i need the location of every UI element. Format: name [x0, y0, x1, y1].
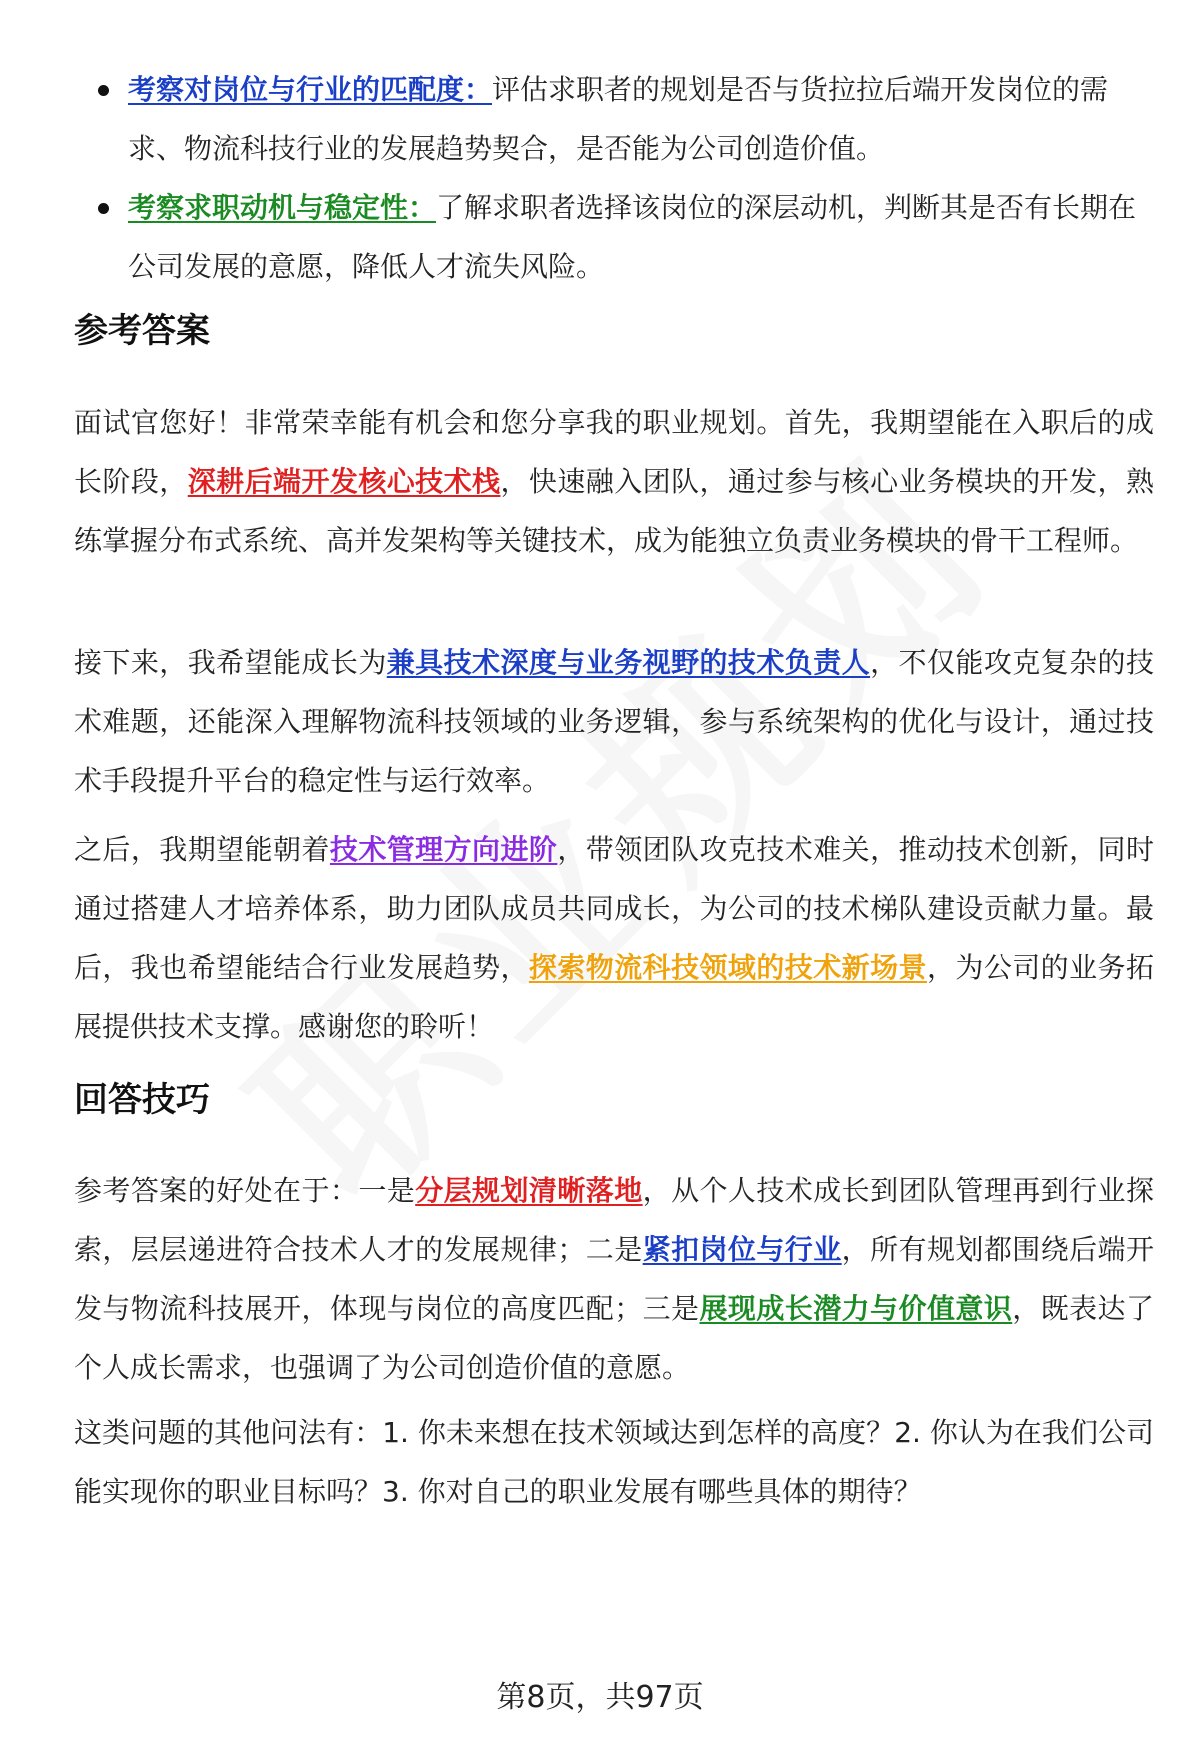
key-phrase: 展现成长潜力与价值意识 [699, 1292, 1013, 1325]
paragraph-text: 面试官您好！非常荣幸能有机会和您分享我的职业规划。首先，我期望能在入职后的成长阶段， [74, 406, 1154, 498]
tips-paragraph-1 [74, 1161, 1154, 1397]
paragraph-text: 接下来，我希望能成长为 [74, 646, 387, 679]
criteria-text: 评估求职者的规划是否与货拉拉后端开发岗位的需求、物流科技行业的发展趋势契合，是否能为公司创造价值。 [128, 73, 1109, 165]
answer-paragraph-3 [74, 820, 1154, 1056]
key-phrase: 探索物流科技领域的技术新场景 [528, 951, 927, 984]
key-phrase: 紧扣岗位与行业 [642, 1233, 842, 1266]
criteria-text: 了解求职者选择该岗位的深层动机，判断其是否有长期在公司发展的意愿，降低人才流失风险。 [128, 191, 1137, 283]
bullet-dot-icon [98, 203, 109, 214]
section-title-answer: 参考答案 [74, 311, 210, 351]
page-number: 第8页，共97页 [496, 1680, 704, 1715]
paragraph-text: ，从个人技术成长到团队管理再到行业探索，层层递进符合技术人才的发展规律；二是 [74, 1174, 1154, 1266]
criteria-highlight: 考察求职动机与稳定性： [128, 191, 437, 224]
key-phrase: 分层规划清晰落地 [415, 1174, 643, 1207]
paragraph-text: 参考答案的好处在于：一是 [74, 1174, 416, 1207]
key-phrase: 深耕后端开发核心技术栈 [187, 465, 501, 498]
tips-paragraph-2: 这类问题的其他问法有：1. 你未来想在技术领域达到怎样的高度？2. 你认为在我们公司能实现你的职业目标吗？3. 你对自己的职业发展有哪些具体的期待？ [74, 1416, 1154, 1508]
list-item [74, 60, 1154, 178]
section-title-tips: 回答技巧 [74, 1080, 210, 1120]
answer-paragraph-1 [74, 393, 1154, 570]
paragraph-text: ，所有规划都围绕后端开发与物流科技展开，体现与岗位的高度匹配；三是 [74, 1233, 1154, 1325]
paragraph-text: ，为公司的业务拓展提供技术支撑。感谢您的聆听！ [74, 951, 1154, 1043]
paragraph-text: ，快速融入团队，通过参与核心业务模块的开发，熟练掌握分布式系统、高并发架构等关键技术，成为能独立负责业务模块的骨干工程师。 [74, 465, 1154, 557]
bullet-dot-icon [98, 85, 109, 96]
key-phrase: 技术管理方向进阶 [329, 833, 558, 866]
paragraph-text: ，既表达了个人成长需求，也强调了为公司创造价值的意愿。 [74, 1292, 1154, 1384]
answer-paragraph-2 [74, 633, 1154, 810]
paragraph-text: ，不仅能攻克复杂的技术难题，还能深入理解物流科技领域的业务逻辑，参与系统架构的优化与设计，通过技术手段提升平台的稳定性与运行效率。 [74, 646, 1154, 797]
criteria-highlight: 考察对岗位与行业的匹配度： [128, 73, 493, 106]
list-item [74, 178, 1154, 296]
paragraph-text: 之后，我期望能朝着 [74, 833, 330, 866]
criteria-list [74, 60, 1154, 296]
key-phrase: 兼具技术深度与业务视野的技术负责人 [386, 646, 871, 679]
paragraph-text: ，带领团队攻克技术难关，推动技术创新，同时通过搭建人才培养体系，助力团队成员共同成长，为公司的技术梯队建设贡献力量。最后，我也希望能结合行业发展趋势， [74, 833, 1154, 984]
